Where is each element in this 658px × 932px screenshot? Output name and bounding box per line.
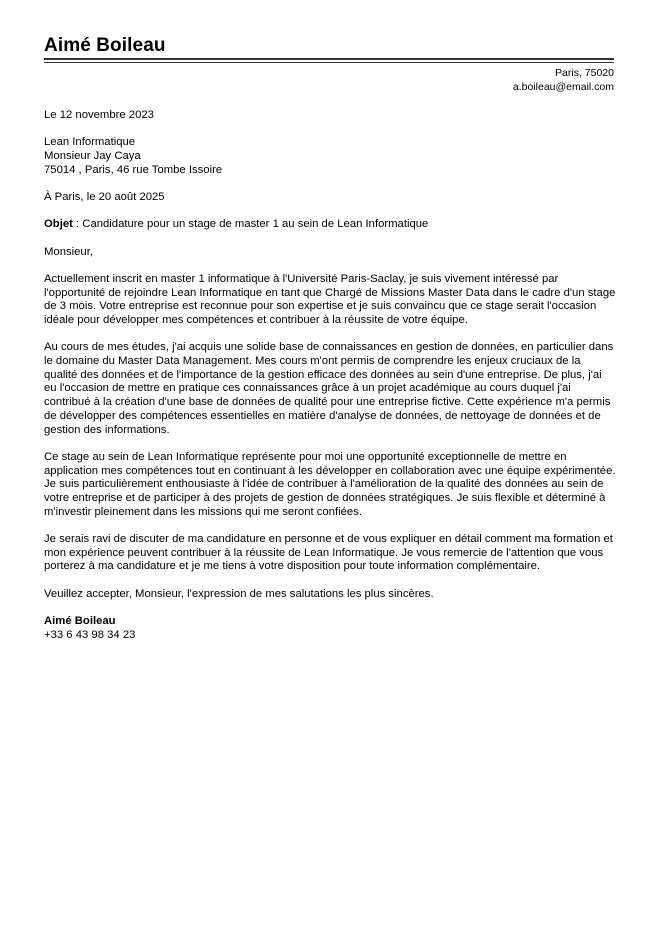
- sender-city: Paris, 75020: [555, 67, 614, 79]
- signature-phone: +33 6 43 98 34 23: [44, 628, 136, 641]
- signature-block: [44, 615, 616, 642]
- letter-date: Le 12 novembre 2023: [44, 109, 154, 121]
- sender-name-heading: Aimé Boileau: [44, 35, 166, 56]
- paragraph-1: Actuellement inscrit en master 1 informatique à l'Université Paris-Saclay, je suis vivement intéressé par l'opportunité de rejoindre Lean Informatique en tant que Chargé de Missions Master Data dans le cadre d'un stage de 3 mois. Votre entreprise est reconnue pour son expertise et je suis convaincu que ce stage serait l'occasion idéale pour développer mes compétences et contribuer à la réussite de votre équipe.: [44, 272, 616, 326]
- recipient-person: Monsieur Jay Caya: [44, 150, 141, 162]
- sender-email: a.boileau@email.com: [512, 80, 614, 93]
- subject-line: [44, 218, 616, 232]
- salutation: Monsieur,: [44, 245, 93, 258]
- subject-label: Objet: [44, 218, 73, 231]
- header-rule-thin: [44, 62, 614, 63]
- letter-body: [44, 109, 616, 642]
- recipient-company: Lean Informatique: [44, 136, 136, 149]
- header-rule-thick: [44, 58, 614, 60]
- place-date: À Paris, le 20 août 2025: [44, 191, 165, 203]
- signature-name: Aimé Boileau: [44, 614, 116, 627]
- paragraph-4: Je serais ravi de discuter de ma candidature en personne et de vous expliquer en détail comment ma formation et mon expérience peuvent contribuer à la réussite de Lean Informatique. Je vous remercie de l'attention que vous porterez à ma candidature et je me tiens à votre disposition pour toute information complémentaire.: [44, 532, 613, 573]
- paragraph-2: Au cours de mes études, j'ai acquis une solide base de connaissances en gestion de données, en particulier dans le domaine du Master Data Management. Mes cours m'ont permis de comprendre les enjeux cruciaux de la qualité des données et de l'importance de la gestion efficace des données au sein d'une entreprise. De plus, j'ai eu l'occasion de mettre en pratique ces connaissances grâce à un projet académique au cours duquel j'ai contribué à la création d'une base de données de qualité pour une entreprise fictive. Cette expérience m'a permis de développer des compétences essentielles en matière d'analyse de données, de nettoyage de données et de gestion des informations.: [44, 341, 614, 436]
- paragraph-3: Ce stage au sein de Lean Informatique représente pour moi une opportunité exceptionnelle de mettre en application mes compétences tout en continuant à les développer en collaboration avec une équipe expérimentée. Je suis particulièrement enthousiaste à l'idée de contribuer à l'amélioration de la qualité des données au sein de votre entreprise et de participer à des projets de gestion de données stratégiques. Je suis flexible et déterminé à m'investir pleinement dans les missions qui me seront confiées.: [44, 450, 616, 518]
- subject-text: : Candidature pour un stage de master 1 au sein de Lean Informatique: [72, 218, 429, 231]
- sender-contact: [513, 67, 614, 94]
- closing: Veuillez accepter, Monsieur, l'expression de mes salutations les plus sincères.: [44, 587, 434, 600]
- recipient-block: [44, 136, 616, 177]
- recipient-address: 75014 , Paris, 46 rue Tombe Issoire: [44, 163, 223, 176]
